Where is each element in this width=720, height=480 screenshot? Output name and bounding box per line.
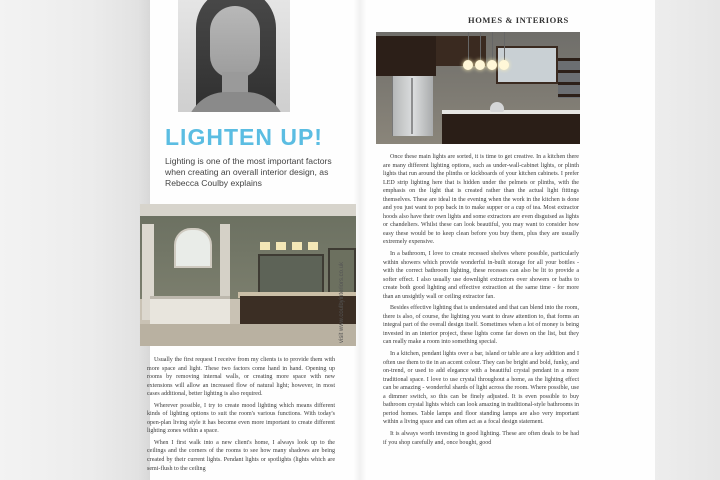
paragraph: It is always worth investing in good lighting. These are often deals to be had if you shop carefully and, once bought, good bbox=[383, 430, 579, 446]
kitchen-shelves bbox=[558, 58, 580, 98]
paragraph: In a bathroom, I love to create recessed shelves where possible, particularly within showers which provide wonderful in-built storage for all your bottles - with the correct bathroom lighting, these recesses can also be lit to provide a softer effect. I also usually use downlight extractors over showers or baths to create both good lighting and effective extraction at the same time - for more than an unsightly wall or ceiling extractor fan. bbox=[383, 251, 579, 300]
pendant-cord bbox=[492, 32, 493, 60]
kitchen-island bbox=[442, 114, 580, 144]
bath-floor bbox=[140, 324, 356, 346]
page-shadow-left bbox=[0, 0, 150, 480]
photo-credit: visit www.coulbyinteriors.co.uk bbox=[339, 261, 345, 343]
kitchen-photo bbox=[376, 32, 580, 144]
kitchen-upper-cabinet bbox=[376, 36, 436, 76]
pendant-light bbox=[475, 60, 485, 70]
section-label: HOMES & INTERIORS bbox=[468, 15, 569, 25]
bath-mirror bbox=[258, 254, 324, 296]
paragraph: Besides effective lighting that is understated and that can blend into the room, there is also, of course, the lighting you want to draw attention to, that forms an integral part of the overall design itself. Sometimes when a lot of money is being invested in an interior project, these lights come far down on the list, but they can really make a room into something special. bbox=[383, 305, 579, 346]
article-column-left bbox=[147, 356, 335, 480]
paragraph: Usually the first request I receive from my clients is to provide them with more space and light. These two factors come hand in hand. Opening up rooms by removing internal walls, or creating more space with new extensions will allow an increased flow of natural light; however, in most cases additional, better lighting is also required. bbox=[147, 357, 335, 398]
bath-ceiling bbox=[140, 204, 356, 216]
paragraph: Wherever possible, I try to create mood lighting which means different kinds of lighting options to suit the room's various functions. With today's open-plan living style it has become even more important to create different lighting zones within a space. bbox=[147, 402, 335, 435]
portrait-face bbox=[210, 6, 260, 78]
paragraph: Once these main lights are sorted, it is time to get creative. In a kitchen there are many different lighting options, such as under-wall-cabinet lights, or plinth lights that run around the plinths or kickboards of your kitchen cabinets. I prefer LED strip lighting here that is hidden under the pelmets or plinths, with the emphasis on the light that is created rather than the actual light fittings themselves. These are ideal in the evening when the work in the kitchen is done and you just want to pop back in to make supper or a cup of tea. Most extractor hoods also have their own lights and some extractors are even disguised as lights or chandeliers. Whilst these can look beautiful, you may want to consider how easy these would be to keep clean before you buy them, plus they are usually extremely expensive. bbox=[383, 154, 579, 246]
pendant-light bbox=[463, 60, 473, 70]
standfirst: Lighting is one of the most important factors when creating an overall interior design, as Rebecca Coulby explains bbox=[165, 156, 332, 188]
headline: LIGHTEN UP! bbox=[165, 124, 323, 150]
bath-window bbox=[174, 228, 212, 268]
kitchen-kettle bbox=[490, 102, 504, 112]
pendant-light bbox=[487, 60, 497, 70]
bath-vanity-lights bbox=[260, 242, 320, 250]
paragraph: When I first walk into a new client's home, I always look up to the ceilings and the corners of the rooms to see how many shadows are being created by their current lights. Pendant lights or spotlights (lights which are semi-flush to the ceiling bbox=[147, 439, 335, 472]
pendant-cord bbox=[468, 32, 469, 60]
article-column-right bbox=[383, 153, 579, 480]
pendant-light bbox=[499, 60, 509, 70]
pendant-cord bbox=[504, 32, 505, 60]
author-portrait bbox=[178, 0, 290, 112]
bathroom-photo bbox=[140, 204, 356, 346]
paragraph: In a kitchen, pendant lights over a bar, island or table are a key addition and I often use them to tie in an accent colour. They can be bright and bold, funky, and on-trend, or used to add elegance with a beautiful crystal pendant in a more traditional space. I love to use crystal throughout a home, as the lighting effect can be amazing - wonderful shards of light across the room. Where possible, use a dimmer switch, so this can be finely adjusted. It is even possible to buy bathroom crystal lights which can look amazing in traditional-style bathrooms in period homes. Table lamps and floor standing lamps are also very important within a living space and can often act as a focal design statement. bbox=[383, 351, 579, 426]
pendant-cord bbox=[480, 32, 481, 60]
page-shadow-right bbox=[655, 0, 720, 480]
kitchen-fridge-door bbox=[411, 78, 413, 134]
